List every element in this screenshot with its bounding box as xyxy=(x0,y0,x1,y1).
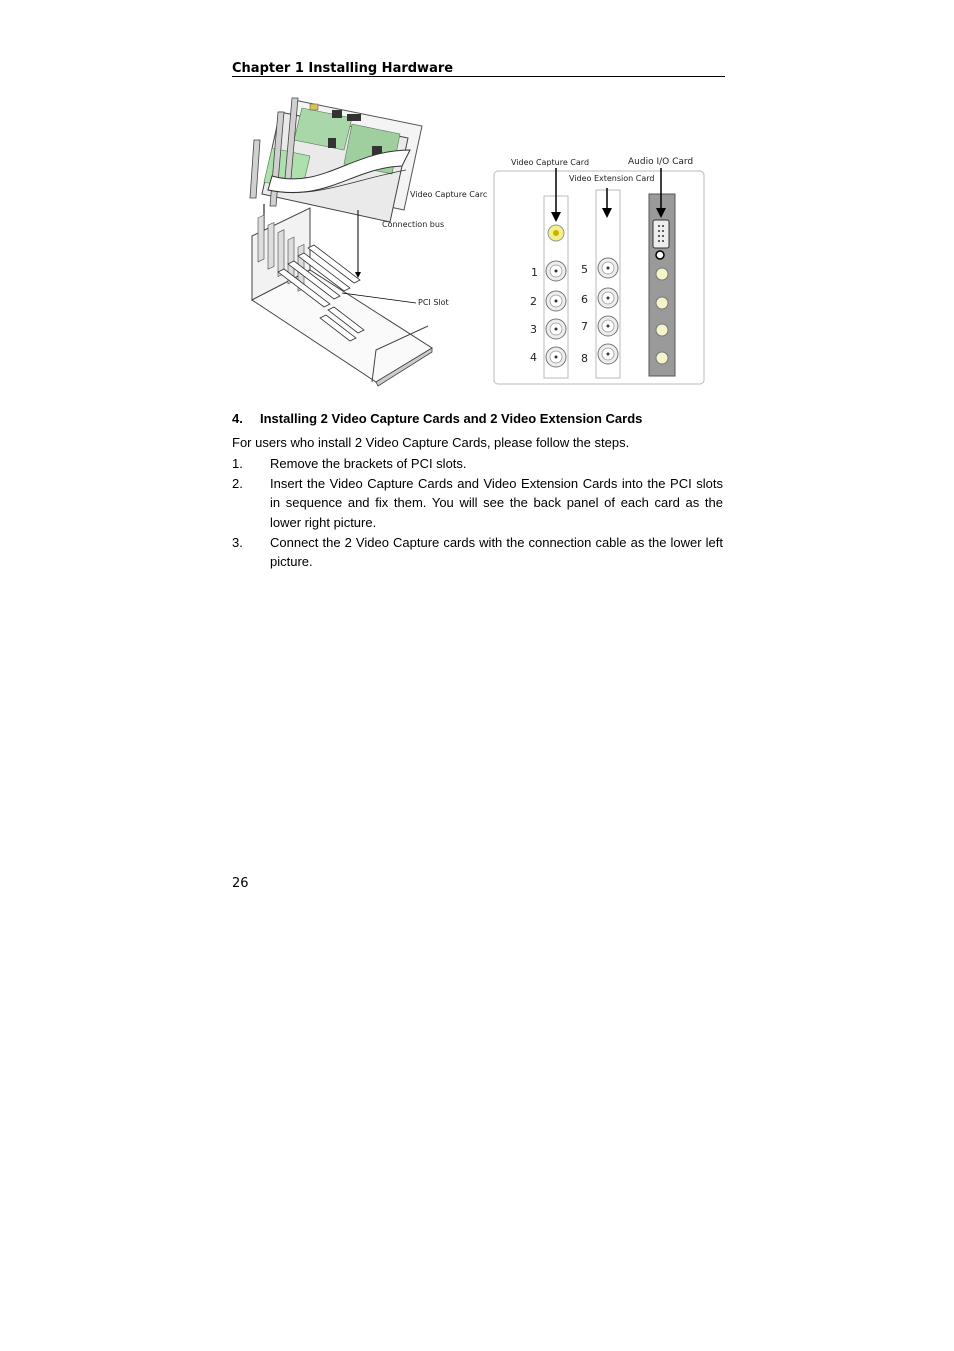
connector-number: 2 xyxy=(530,295,537,308)
label-audio-io-card: Audio I/O Card xyxy=(628,157,694,167)
list-item xyxy=(232,533,723,571)
installation-figure xyxy=(232,90,710,390)
installation-illustration xyxy=(232,90,710,390)
step-text: Connect the 2 Video Capture cards with the connection cable as the lower left picture. xyxy=(270,534,723,570)
step-number: 2. xyxy=(232,476,243,492)
connector-number: 5 xyxy=(581,263,588,276)
label-video-extension-card: Video Extension Card xyxy=(569,174,655,183)
pci-card-illustration xyxy=(250,98,432,386)
label-video-capture-card-right: Video Capture Card xyxy=(511,158,590,167)
intro-paragraph: For users who install 2 Video Capture Cards, please follow the steps. xyxy=(232,435,630,450)
connector-number: 7 xyxy=(581,320,588,333)
section-number: 4. xyxy=(232,411,243,426)
section-heading xyxy=(232,410,642,427)
step-number: 1. xyxy=(232,456,243,471)
connector-number: 1 xyxy=(531,266,538,279)
connector-number: 4 xyxy=(530,351,537,364)
steps-list xyxy=(232,454,723,572)
step-number: 3. xyxy=(232,534,243,550)
step-text: Remove the brackets of PCI slots. xyxy=(270,456,467,471)
list-item xyxy=(232,474,723,532)
connector-number: 3 xyxy=(530,323,537,336)
chapter-header: Chapter 1 Installing Hardware xyxy=(232,61,725,77)
label-connection-bus: Connection bus xyxy=(382,220,445,229)
list-item xyxy=(232,454,723,473)
back-panel-illustration xyxy=(494,168,704,384)
section-title: Installing 2 Video Capture Cards and 2 Video Extension Cards xyxy=(260,411,643,426)
connector-number: 8 xyxy=(581,352,588,365)
page-number: 26 xyxy=(232,876,249,891)
label-video-capture-card-left: Video Capture Carc xyxy=(410,190,488,199)
step-text: Insert the Video Capture Cards and Video Extension Cards into the PCI slots in sequence and fix them. You will see the back panel of each card as the lower right picture. xyxy=(270,476,723,530)
connector-number: 6 xyxy=(581,293,588,306)
label-pci-slot: PCI Slot xyxy=(418,298,449,307)
